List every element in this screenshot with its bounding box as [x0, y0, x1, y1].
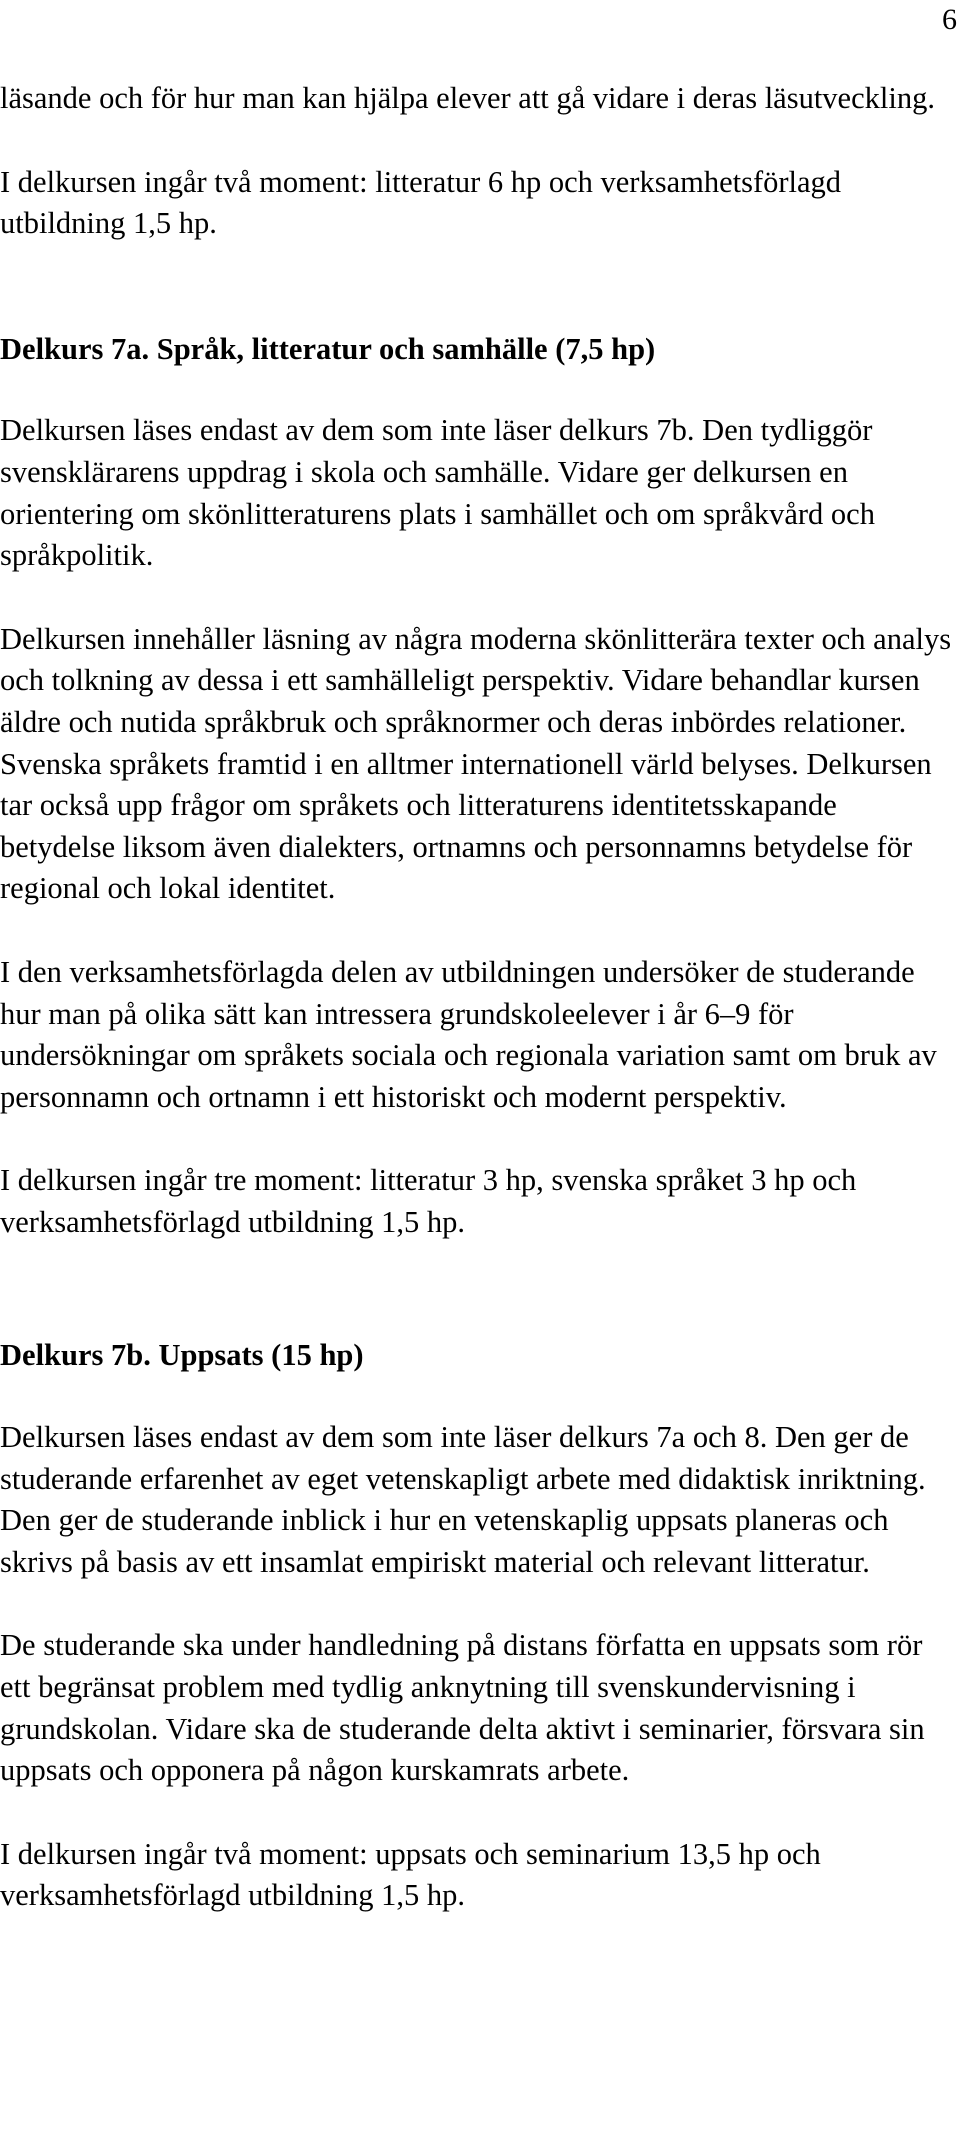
- section-7a-paragraph-2: Delkursen innehåller läsning av några moderna skönlitterära texter och analys och tolkning av dessa i ett samhälleligt perspektiv. Vidare behandlar kursen äldre och nutida språkbruk och språknormer och deras inbördes relationer. Svenska språkets framtid i en alltmer internationell värld belyses. Delkursen tar också upp frågor om språkets och litteraturens identitetsskapande betydelse liksom även dialekters, ortnamns och personnamns betydelse för regional och lokal identitet.: [0, 621, 952, 906]
- section-7b-paragraph-3: I delkursen ingår två moment: uppsats och seminarium 13,5 hp och verksamhetsförlagd utbildning 1,5 hp.: [0, 1836, 821, 1913]
- page-number: 6: [942, 3, 957, 36]
- section-7b-heading: Delkurs 7b. Uppsats (15 hp): [0, 1338, 364, 1373]
- page-content: [0, 78, 958, 1917]
- section-7a-heading: Delkurs 7a. Språk, litteratur och samhälle (7,5 hp): [0, 331, 656, 366]
- section-7b-paragraph-1: Delkursen läses endast av dem som inte läser delkurs 7a och 8. Den ger de studerande erfarenhet av eget vetenskapligt arbete med didaktisk inriktning. Den ger de studerande inblick i hur en vetenskaplig uppsats planeras och skrivs på basis av ett insamlat empiriskt material och relevant litteratur.: [0, 1420, 926, 1579]
- intro-continuation-paragraph: läsande och för hur man kan hjälpa elever att gå vidare i deras läsutveckling.: [0, 81, 935, 115]
- section-7a-paragraph-3: I den verksamhetsförlagda delen av utbildningen undersöker de studerande hur man på olika sätt kan intressera grundskoleelever i år 6–9 för undersökningar om språkets sociala och regionala variation samt om bruk av personnamn och ortnamn i ett historiskt och modernt perspektiv.: [0, 954, 937, 1114]
- section-7a-paragraph-4: I delkursen ingår tre moment: litteratur 3 hp, svenska språket 3 hp och verksamhetsförlagd utbildning 1,5 hp.: [0, 1163, 857, 1239]
- section-7a-paragraph-1: Delkursen läses endast av dem som inte läser delkurs 7b. Den tydliggör svensklärarens uppdrag i skola och samhälle. Vidare ger delkursen en orientering om skönlitteraturens plats i samhället och om språkvård och språkpolitik.: [0, 413, 875, 573]
- intro-moments-paragraph: I delkursen ingår två moment: litteratur 6 hp och verksamhetsförlagd utbildning 1,5 hp.: [0, 164, 842, 241]
- section-7b-paragraph-2: De studerande ska under handledning på distans författa en uppsats som rör ett begränsat problem med tydlig anknytning till svenskundervisning i grundskolan. Vidare ska de studerande delta aktivt i seminarier, försvara sin uppsats och opponera på någon kurskamrats arbete.: [0, 1628, 925, 1788]
